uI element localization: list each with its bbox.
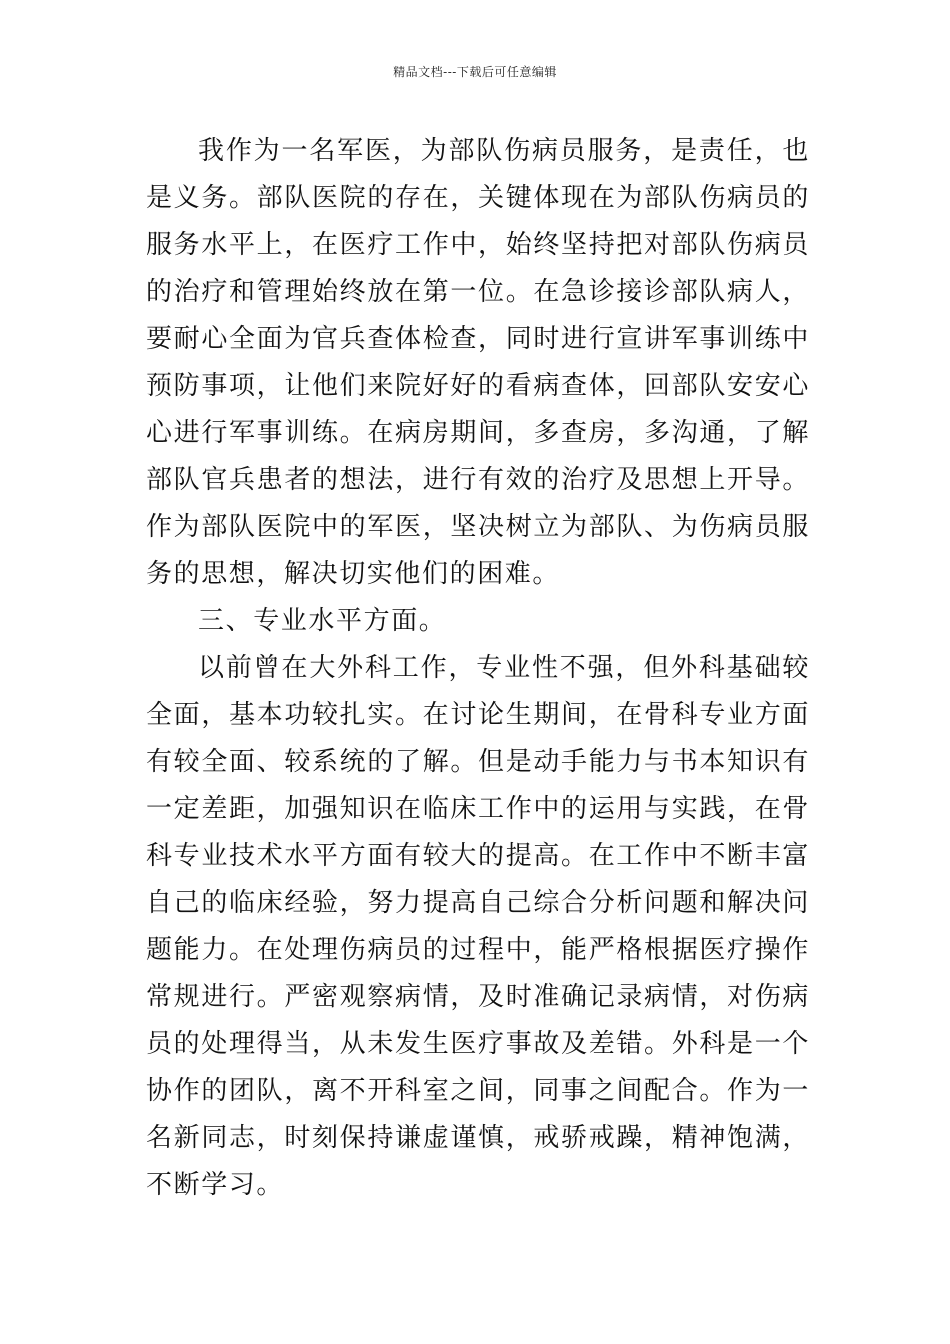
document-body <box>146 128 810 1209</box>
paragraph-service-duty: 我作为一名军医，为部队伤病员服务，是责任，也是义务。部队医院的存在，关键体现在为部队伤病员的服务水平上，在医疗工作中，始终坚持把对部队伤病员的治疗和管理始终放在第一位。在急诊接诊部队病人，要耐心全面为官兵查体检查，同时进行宣讲军事训练中预防事项，让他们来院好好的看病查体，回部队安安心心进行军事训练。在病房期间，多查房，多沟通，了解部队官兵患者的想法，进行有效的治疗及思想上开导。作为部队医院中的军医，坚决树立为部队、为伤病员服务的思想，解决切实他们的困难。 <box>146 136 810 589</box>
paragraph-professional-level: 以前曾在大外科工作，专业性不强，但外科基础较全面，基本功较扎实。在讨论生期间，在骨科专业方面有较全面、较系统的了解。但是动手能力与书本知识有一定差距，加强知识在临床工作中的运用与实践，在骨科专业技术水平方面有较大的提高。在工作中不断丰富自己的临床经验，努力提高自己综合分析问题和解决问题能力。在处理伤病员的过程中，能严格根据医疗操作常规进行。严密观察病情，及时准确记录病情，对伤病员的处理得当，从未发生医疗事故及差错。外科是一个协作的团队，离不开科室之间，同事之间配合。作为一名新同志，时刻保持谦虚谨慎，戒骄戒躁，精神饱满，不断学习。 <box>146 653 810 1200</box>
page-header: 精品文档---下载后可任意编辑 <box>393 65 557 79</box>
section-heading-professional-level: 三、专业水平方面。 <box>198 606 447 636</box>
